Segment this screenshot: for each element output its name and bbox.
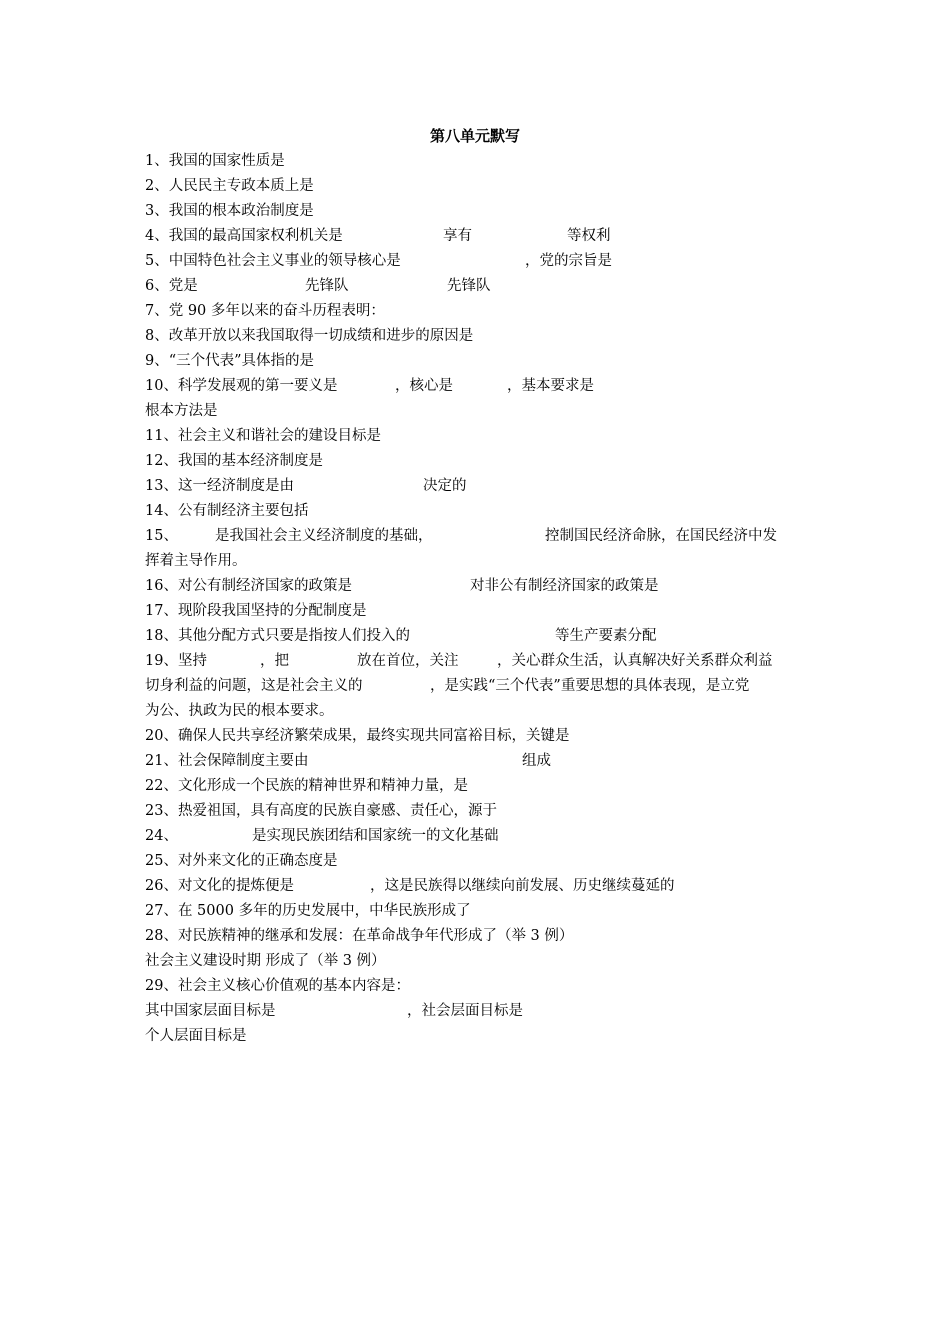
line-text-segment: 切身利益的问题，这是社会主义的 [145,678,363,694]
line-text-segment: 10、科学发展观的第一要义是 [145,378,338,394]
line-text-segment: 8、改革开放以来我国取得一切成绩和进步的原因是 [145,328,474,344]
line-text-segment: 4、我国的最高国家权利机关是 [145,228,343,244]
line-text-segment: 先锋队 [447,278,491,294]
line-text-segment: ，这是民族得以继续向前发展、历史继续蔓延的 [370,878,675,894]
line-text-segment: 为公、执政为民的根本要求。 [145,703,334,719]
line-text-segment: 社会主义建设时期 形成了（举 3 例） [145,953,386,969]
line-text-segment: 28、对民族精神的继承和发展：在革命战争年代形成了（举 3 例） [145,928,574,944]
line-text-segment: 13、这一经济制度是由 [145,478,294,494]
page-title: 第八单元默写 [429,127,520,145]
line-text-segment: 其中国家层面目标是 [145,1003,276,1019]
line-text-segment: 12、我国的基本经济制度是 [145,453,323,469]
line-text-segment: 14、公有制经济主要包括 [145,503,309,519]
line-text-segment: 11、社会主义和谐社会的建设目标是 [145,428,381,444]
line-text-segment: ，社会层面目标是 [407,1003,523,1019]
line-text-segment: 15、 [145,528,178,544]
line-text-segment: 16、对公有制经济国家的政策是 [145,578,352,594]
line-text-segment: 等生产要素分配 [555,628,657,644]
line-text-segment: ，党的宗旨是 [525,253,612,269]
line-text-segment: 决定的 [423,478,467,494]
line-text-segment: 根本方法是 [145,403,218,419]
line-text-segment: 先锋队 [305,278,349,294]
line-text-segment: 对非公有制经济国家的政策是 [470,578,659,594]
line-text-segment: 是实现民族团结和国家统一的文化基础 [252,828,499,844]
line-text-segment: 27、在 5000 多年的历史发展中，中华民族形成了 [145,903,471,919]
line-text-segment: ，关心群众生活，认真解决好关系群众利益 [497,653,773,669]
line-text-segment: 9、“三个代表”具体指的是 [145,353,315,369]
line-text-segment: ，核心是 [395,378,453,394]
line-text-segment: 组成 [522,753,551,769]
line-text-segment: 25、对外来文化的正确态度是 [145,853,338,869]
line-text-segment: 3、我国的根本政治制度是 [145,203,314,219]
line-text-segment: 等权利 [567,228,611,244]
line-text-segment: ，是实践“三个代表”重要思想的具体表现，是立党 [430,678,750,694]
line-text-segment: 29、社会主义核心价值观的基本内容是： [145,978,410,994]
line-text-segment: 20、确保人民共享经济繁荣成果，最终实现共同富裕目标，关键是 [145,728,570,744]
line-text-segment: 19、坚持 [145,653,207,669]
line-text-segment: 是我国社会主义经济制度的基础， [215,528,433,544]
line-text-segment: 22、文化形成一个民族的精神世界和精神力量，是 [145,778,468,794]
line-text-segment: 享有 [443,228,472,244]
line-text-segment: 18、其他分配方式只要是指按人们投入的 [145,628,410,644]
line-text-segment: 24、 [145,828,178,844]
line-text-segment: ，基本要求是 [507,378,594,394]
line-text-segment: 2、人民民主专政本质上是 [145,178,314,194]
line-text-segment: 17、现阶段我国坚持的分配制度是 [145,603,367,619]
line-text-segment: 23、热爱祖国，具有高度的民族自豪感、责任心，源于 [145,803,497,819]
line-text-segment: 控制国民经济命脉，在国民经济中发 [545,528,777,544]
line-text-segment: 21、社会保障制度主要由 [145,753,309,769]
line-text-segment: 6、党是 [145,278,198,294]
line-text-segment: 7、党 90 多年以来的奋斗历程表明： [145,303,385,319]
line-text-segment: 个人层面目标是 [145,1028,247,1044]
line-text-segment: 5、中国特色社会主义事业的领导核心是 [145,253,401,269]
line-text-segment: 挥着主导作用。 [145,553,247,569]
line-text-segment: 1、我国的国家性质是 [145,153,285,169]
line-text-segment: ，把 [260,653,289,669]
line-text-segment: 放在首位，关注 [357,653,459,669]
line-text-segment: 26、对文化的提炼便是 [145,878,294,894]
